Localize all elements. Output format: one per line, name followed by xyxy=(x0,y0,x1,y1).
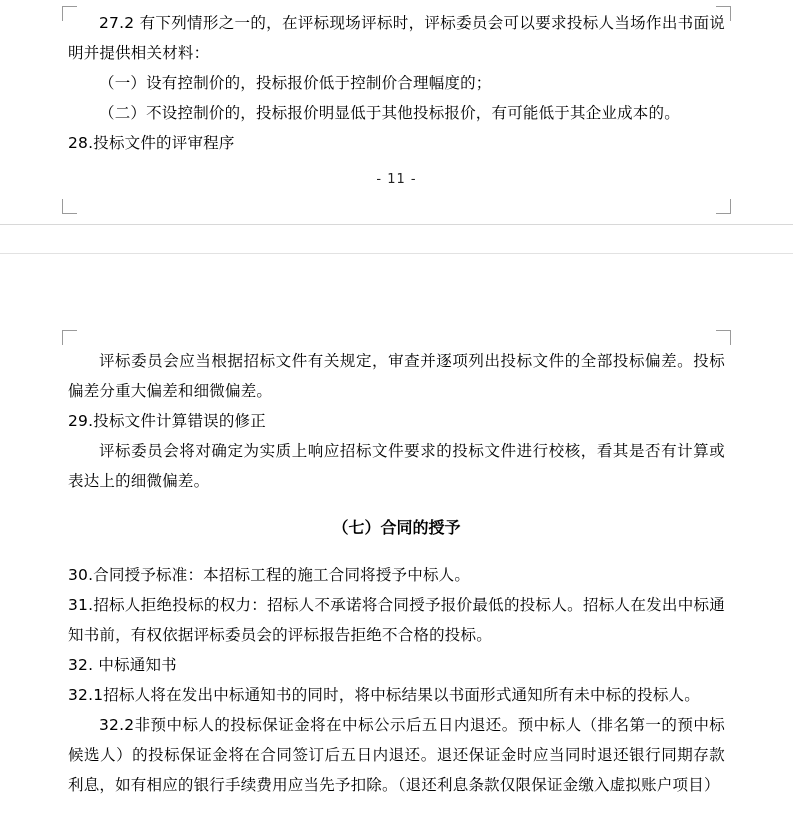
paragraph-31: 31.招标人拒绝投标的权力：招标人不承诺将合同授予报价最低的投标人。招标人在发出中标通知书前，有权依据评标委员会的评标报告拒绝不合格的投标。 xyxy=(68,596,725,644)
heading-29: 29.投标文件计算错误的修正 xyxy=(68,412,266,430)
crop-mark-top-left-2 xyxy=(62,330,77,345)
page-number-top: - 11 - xyxy=(376,172,417,187)
section-heading-contract-award: （七）合同的授予 xyxy=(332,518,461,537)
crop-mark-bottom-right xyxy=(716,199,731,214)
paragraph-32-1: 32.1招标人将在发出中标通知书的同时，将中标结果以书面形式通知所有未中标的投标人。 xyxy=(68,686,700,704)
crop-mark-bottom-left xyxy=(62,199,77,214)
paragraph-review-deviation: 评标委员会应当根据招标文件有关规定，审查并逐项列出投标文件的全部投标偏差。投标偏差分重大偏差和细微偏差。 xyxy=(68,352,725,400)
paragraph-29-body: 评标委员会将对确定为实质上响应招标文件要求的投标文件进行校核，看其是否有计算或表达上的细微偏差。 xyxy=(68,442,725,490)
page-break-gap xyxy=(0,225,793,254)
crop-mark-top-left xyxy=(62,6,77,21)
page-fragment-bottom xyxy=(0,254,793,815)
paragraph-27-2-item-1: （一）设有控制价的，投标报价低于控制价合理幅度的； xyxy=(99,74,492,92)
paragraph-27-2-item-2: （二）不设控制价的，投标报价明显低于其他投标报价，有可能低于其企业成本的。 xyxy=(99,104,680,122)
paragraph-32-2: 32.2非预中标人的投标保证金将在中标公示后五日内退还。预中标人（排名第一的预中标候选人）的投标保证金将在合同签订后五日内退还。退还保证金时应当同时退还银行同期存款利息，如有相应的银行手续费用应当先予扣除。（退还利息条款仅限保证金缴入虚拟账户项目） xyxy=(68,716,725,794)
page-fragment-top xyxy=(0,0,793,225)
crop-mark-top-right xyxy=(716,6,731,21)
crop-mark-top-right-2 xyxy=(716,330,731,345)
heading-32: 32. 中标通知书 xyxy=(68,656,177,674)
heading-28: 28.投标文件的评审程序 xyxy=(68,134,235,152)
paragraph-27-2: 27.2 有下列情形之一的，在评标现场评标时，评标委员会可以要求投标人当场作出书面说明并提供相关材料： xyxy=(68,14,725,62)
paragraph-30: 30.合同授予标准：本招标工程的施工合同将授予中标人。 xyxy=(68,566,471,584)
